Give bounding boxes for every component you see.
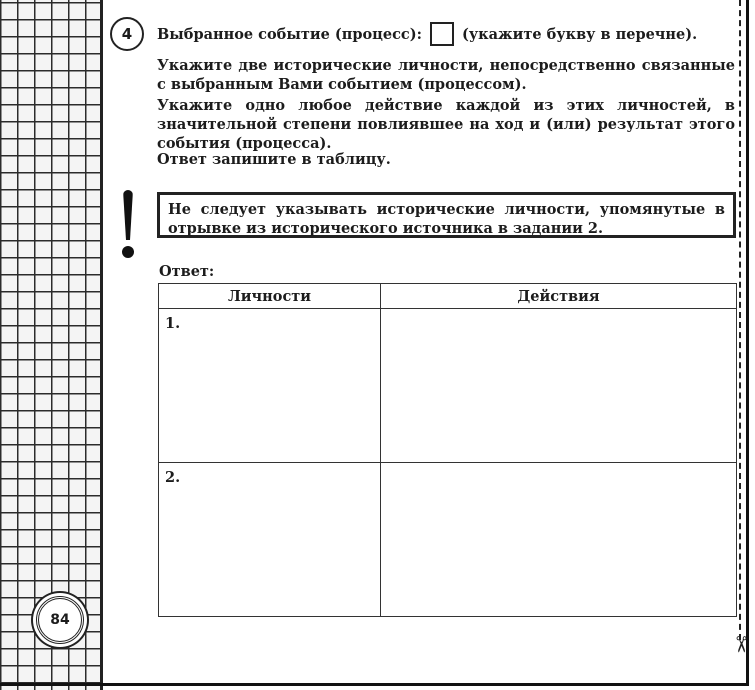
warning-box: Не следует указывать исторические личности, упомянутые в отрывке из исторического источника в задании 2. bbox=[157, 192, 736, 238]
task-line bbox=[157, 22, 697, 46]
row-number: 2. bbox=[165, 469, 181, 486]
instruction-p1: Укажите две исторические личности, непосредственно связанные с выбранным Вами событием (процессом). bbox=[157, 57, 735, 93]
page-number: 84 bbox=[36, 596, 84, 644]
instruction-p2: Укажите одно любое действие каждой из этих личностей, в значительной степени повлиявшее на ход и (или) результат этого события (процесса). bbox=[157, 97, 735, 152]
task-line-suffix: (укажите букву в перечне). bbox=[461, 25, 698, 43]
person-cell-1[interactable] bbox=[159, 309, 381, 463]
table-header-row bbox=[159, 284, 737, 309]
answer-label: Ответ: bbox=[159, 263, 215, 280]
grid-margin bbox=[0, 0, 100, 690]
task-line-prefix: Выбранное событие (процесс): bbox=[157, 25, 422, 43]
answer-table bbox=[158, 283, 737, 617]
table-row bbox=[159, 309, 737, 463]
table-row bbox=[159, 463, 737, 617]
task-number: 4 bbox=[110, 17, 144, 51]
header-persons: Личности bbox=[159, 284, 381, 309]
action-cell-1[interactable] bbox=[381, 309, 737, 463]
cut-line bbox=[739, 0, 741, 640]
exclamation-icon bbox=[121, 190, 135, 260]
person-cell-2[interactable] bbox=[159, 463, 381, 617]
scissors-icon: ✂ bbox=[727, 635, 753, 654]
row-number: 1. bbox=[165, 315, 181, 332]
instruction-p3: Ответ запишите в таблицу. bbox=[157, 151, 391, 168]
letter-answer-box[interactable] bbox=[430, 22, 454, 46]
action-cell-2[interactable] bbox=[381, 463, 737, 617]
margin-line bbox=[100, 0, 103, 690]
header-actions: Действия bbox=[381, 284, 737, 309]
